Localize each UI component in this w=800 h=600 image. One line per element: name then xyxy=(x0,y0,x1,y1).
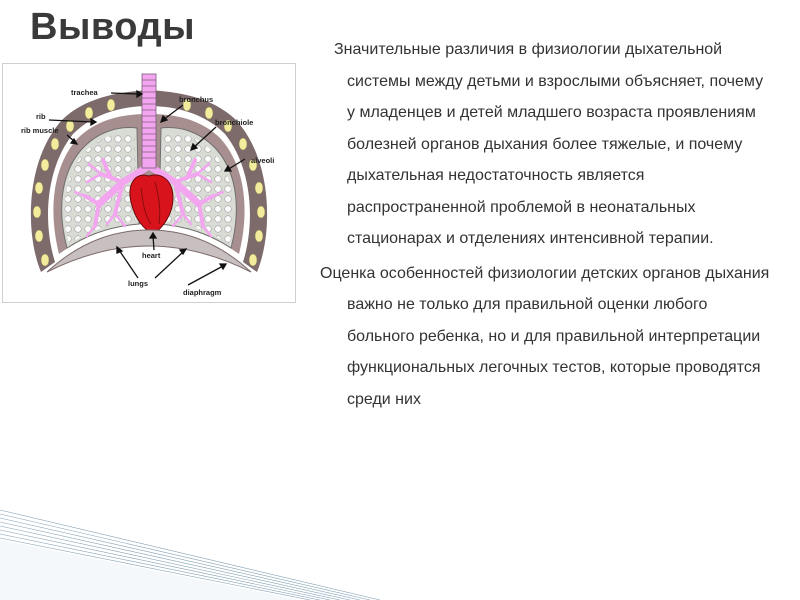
label-trachea: trachea xyxy=(71,88,98,97)
label-lungs: lungs xyxy=(128,279,148,288)
label-heart: heart xyxy=(142,251,161,260)
footer-decoration xyxy=(0,510,380,600)
label-alveoli: alveoli xyxy=(251,156,275,165)
label-bronchus: bronchus xyxy=(179,95,214,104)
paragraph-2: Оценка особенностей физиологии детских органов дыхания важно не только для правильной оценки любого больного ребенка, но и для правильной интерпретации функциональных легочных тестов, которые проводятся среди них xyxy=(320,264,770,408)
label-diaphragm: diaphragm xyxy=(183,288,222,297)
slide-title: Выводы xyxy=(30,6,196,48)
label-bronchiole: bronchiole xyxy=(215,118,254,127)
paragraph-1: Значительные различия в физиологии дыхательной системы между детьми и взрослыми объясняет, почему у младенцев и детей младшего возраста проявлениям болезней органов дыхания более тяжелые, и почему дыхательная недостаточность является распространенной проблемой в неонатальных стационарах и отделениях интенсивной терапии. xyxy=(334,41,764,247)
trachea-shape xyxy=(142,74,156,168)
conclusion-text xyxy=(320,34,770,415)
lungs-illustration xyxy=(3,64,295,302)
label-rib-muscle: rib muscle xyxy=(21,126,59,135)
label-rib: rib xyxy=(36,112,46,121)
respiratory-system-diagram xyxy=(2,63,296,303)
